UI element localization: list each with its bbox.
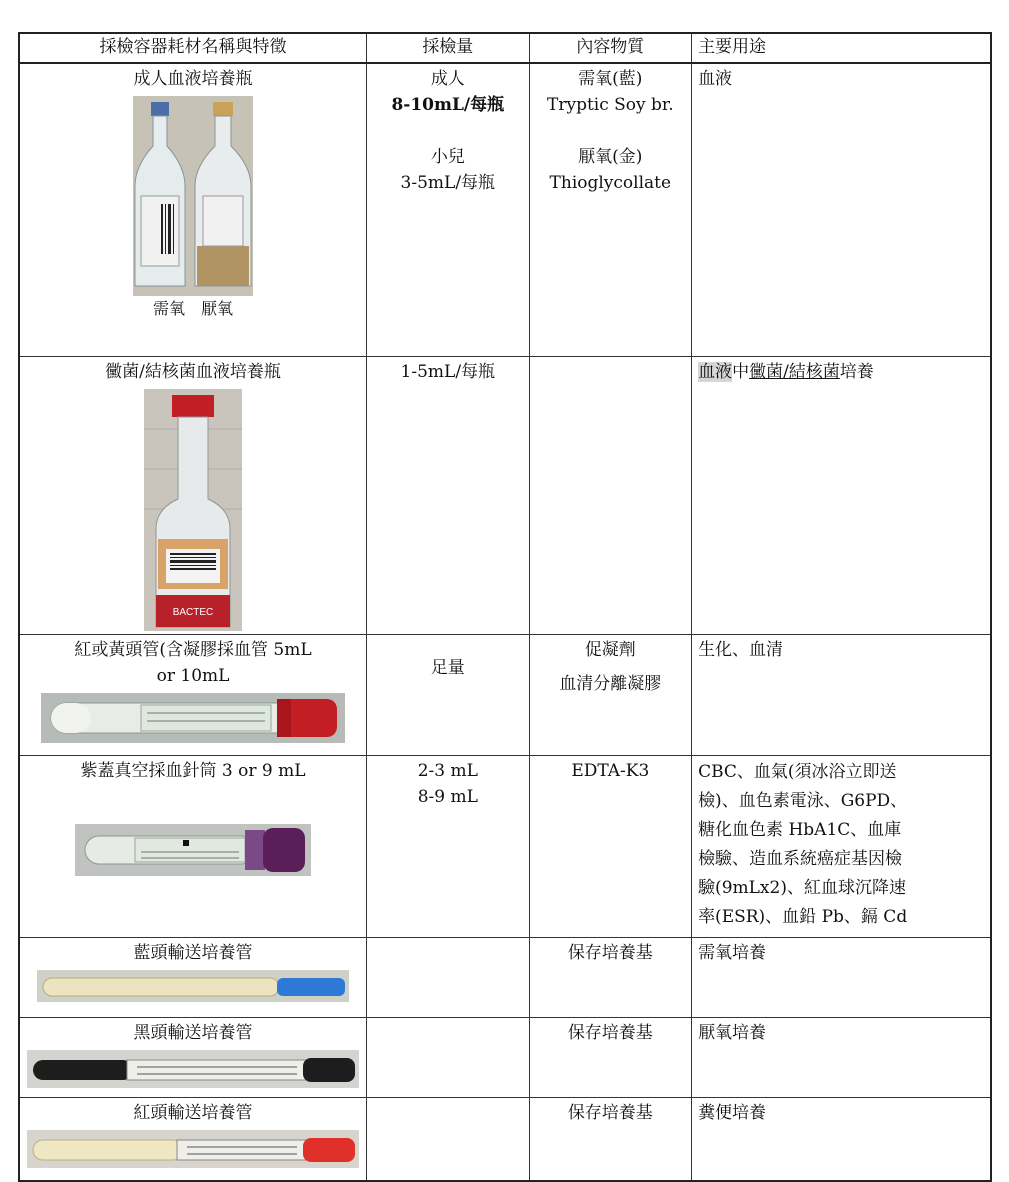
fungal-culture-bottle-image [26,389,360,631]
table-row [19,755,991,937]
header-volume: 採檢量 [367,33,530,63]
use-part-underlined: / [783,361,789,382]
volume-cell [367,1097,530,1181]
volume-line: 8-10mL/每瓶 [391,95,505,115]
volume-cell [367,937,530,1017]
use-cell [692,1017,991,1097]
container-name: 黑頭輸送培養管 [133,1022,253,1043]
use-part-underlined: 黴菌 [749,361,784,382]
bottle-label: BACTEC [172,606,214,618]
serum-tube-image [26,693,360,743]
header-content: 內容物質 [529,33,692,63]
volume-cell [367,755,530,937]
use-part: 中 [732,361,750,382]
table-row [19,1097,991,1181]
header-container-name: 採檢容器耗材名稱與特徵 [19,33,367,63]
content-cell [529,356,692,634]
container-name: or 10mL [156,665,230,686]
content-line: 需氧(藍) [578,69,643,89]
use-cell [692,634,991,755]
container-cell [19,755,367,937]
table-row [19,634,991,755]
use-text: 厭氧培養 [698,1022,767,1043]
container-name: 藍頭輸送培養管 [133,942,253,963]
table-row [19,63,991,356]
use-line: 率(ESR)、血鉛 Pb、鎘 Cd [698,906,908,927]
use-part-highlight: 血液 [698,361,733,382]
container-name: 紫蓋真空採血針筒 3 or 9 mL [80,760,306,781]
container-cell [19,63,367,356]
container-name: 紅或黃頭管(含凝膠採血管 5mL [74,639,312,660]
use-line: 檢)、血色素電泳、G6PD、 [698,790,908,811]
header-row [19,33,991,63]
use-text: 需氧培養 [698,942,767,963]
table-row [19,1017,991,1097]
specimen-container-table [18,32,992,1182]
volume-line: 2-3 mL [417,760,478,781]
use-cell [692,937,991,1017]
content-line: 促凝劑 [584,639,636,660]
volume-text: 1-5mL/每瓶 [400,361,496,382]
content-text: 保存培養基 [567,942,653,963]
volume-cell [367,634,530,755]
content-line: 厭氧(金) [578,147,643,167]
use-cell [692,356,991,634]
use-cell [692,63,991,356]
volume-cell [367,1017,530,1097]
content-text: EDTA-K3 [571,760,650,781]
volume-text: 足量 [430,657,465,678]
content-cell [529,634,692,755]
volume-line: 8-9 mL [417,786,478,807]
content-cell [529,755,692,937]
container-name: 紅頭輸送培養管 [133,1102,253,1123]
volume-cell [367,356,530,634]
container-cell [19,1097,367,1181]
content-cell [529,937,692,1017]
use-line: 驗(9mLx2)、紅血球沉降速 [698,877,906,898]
volume-line: 成人 [430,69,465,89]
content-text: 保存培養基 [567,1022,653,1043]
use-text: 血液 [698,69,733,89]
use-part: 培養 [839,361,874,382]
content-line: 血清分離凝膠 [559,673,662,694]
content-cell [529,1017,692,1097]
use-line: 糖化血色素 HbA1C、血庫 [698,819,902,840]
volume-line [373,118,523,144]
black-swab-tube-image [26,1050,360,1088]
table-row [19,356,991,634]
image-caption: 需氧 厭氧 [153,299,234,318]
content-line: Thioglycollate [549,173,672,193]
use-text: 生化、血清 [698,639,784,660]
purple-tube-image [26,824,360,876]
content-cell [529,1097,692,1181]
blue-swab-tube-image [26,970,360,1002]
content-line [536,118,686,144]
container-cell [19,356,367,634]
container-cell [19,634,367,755]
volume-line: 3-5mL/每瓶 [400,173,496,193]
blood-culture-bottles-image [26,96,360,296]
volume-line: 小兒 [430,147,465,167]
container-cell [19,937,367,1017]
use-text: 糞便培養 [698,1102,767,1123]
use-cell [692,1097,991,1181]
use-line: 檢驗、造血系統癌症基因檢 [698,848,903,869]
use-line: CBC、血氣(須冰浴立即送 [698,761,897,782]
content-line: Tryptic Soy br. [547,95,674,115]
content-text: 保存培養基 [567,1102,653,1123]
container-name: 黴菌/結核菌血液培養瓶 [105,361,281,382]
volume-cell [367,63,530,356]
use-cell [692,755,991,937]
use-part-underlined: 結核菌 [788,361,840,382]
container-name: 成人血液培養瓶 [133,69,253,89]
red-swab-tube-image [26,1130,360,1168]
table-row [19,937,991,1017]
header-use: 主要用途 [692,33,991,63]
container-cell [19,1017,367,1097]
content-cell [529,63,692,356]
